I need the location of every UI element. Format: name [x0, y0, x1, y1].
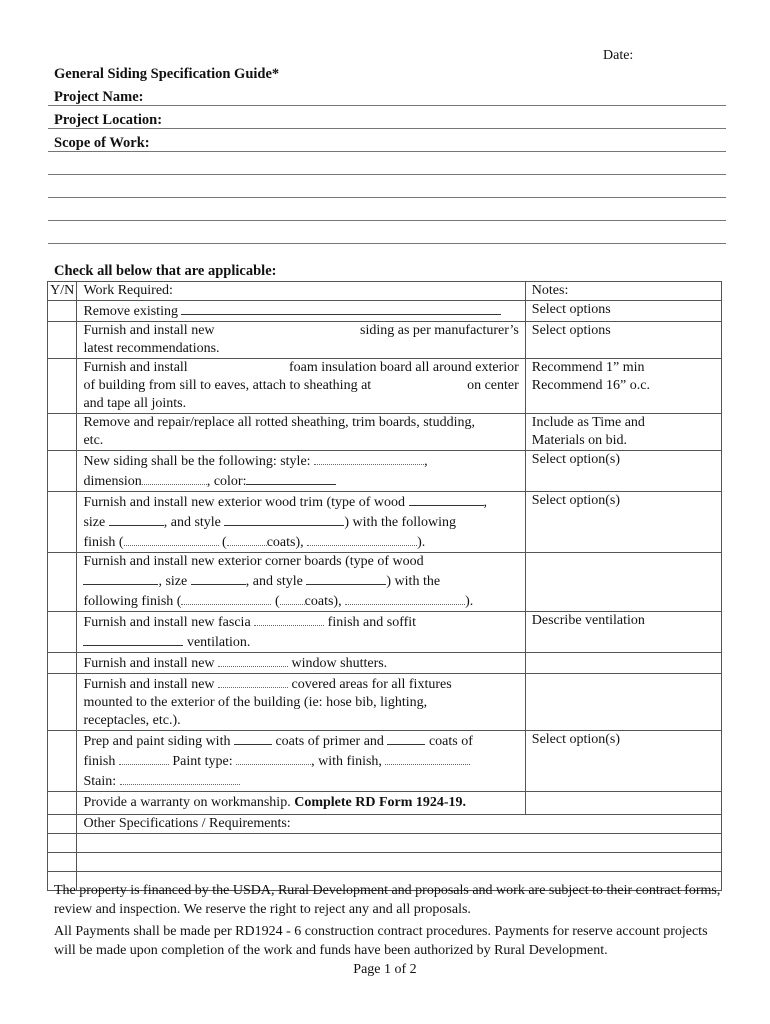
- work-text: Furnish and install new exterior corner boards (type of wood: [83, 554, 424, 569]
- paint-finish-field[interactable]: [385, 751, 470, 765]
- notes-text: Describe ventilation: [531, 613, 645, 628]
- work-text: , size: [158, 574, 188, 589]
- scope-label: Scope of Work:: [54, 135, 150, 151]
- other-line[interactable]: [77, 853, 722, 872]
- work-text: ,: [483, 495, 488, 510]
- table-row: [48, 612, 722, 653]
- work-text: Other Specifications / Requirements:: [83, 816, 291, 831]
- finish-field[interactable]: [124, 532, 219, 546]
- yn-cell[interactable]: [48, 731, 77, 792]
- work-cell: [77, 653, 525, 674]
- stain-field[interactable]: [120, 771, 240, 785]
- work-text: receptacles, etc.).: [83, 713, 181, 728]
- work-cell: [77, 815, 722, 834]
- work-text: (: [274, 594, 280, 609]
- yn-cell[interactable]: [48, 792, 77, 815]
- project-name-label: Project Name:: [54, 89, 144, 105]
- work-text: foam insulation board all around exterior: [289, 360, 519, 375]
- project-name-line[interactable]: [48, 105, 726, 106]
- yn-cell[interactable]: [48, 674, 77, 731]
- work-text: New siding shall be the following: style:: [83, 454, 311, 469]
- notes-text: Include as Time and: [531, 415, 645, 430]
- work-text: ) with the: [386, 574, 441, 589]
- table-row: [48, 301, 722, 322]
- work-text: ).: [465, 594, 474, 609]
- work-text: latest recommendations.: [83, 341, 220, 356]
- covered-area-field[interactable]: [218, 674, 288, 688]
- color-field[interactable]: [246, 471, 336, 485]
- work-cell: [77, 322, 525, 359]
- notes-select[interactable]: Select options: [531, 302, 611, 317]
- notes-header: Notes:: [525, 282, 721, 301]
- scope-line-3[interactable]: [48, 197, 726, 198]
- work-cell: [77, 301, 525, 322]
- project-location-label: Project Location:: [54, 112, 163, 128]
- yn-cell[interactable]: [48, 492, 77, 553]
- work-cell: [77, 792, 525, 815]
- size-field[interactable]: [109, 512, 164, 526]
- work-text: size: [83, 515, 106, 530]
- work-text: finish: [83, 754, 116, 769]
- work-text: ,: [424, 454, 428, 469]
- table-row: [48, 834, 722, 853]
- notes-cell[interactable]: [525, 553, 721, 612]
- work-cell: [77, 451, 525, 492]
- work-text: etc.: [83, 433, 104, 448]
- work-text: siding as per manufacturer’s: [360, 323, 519, 338]
- blank-field[interactable]: [181, 301, 501, 315]
- table-row: [48, 322, 722, 359]
- table-row: [48, 853, 722, 872]
- work-text: coats of: [428, 734, 473, 749]
- work-header: Work Required:: [77, 282, 525, 301]
- footer-paragraph-payments: All Payments shall be made per RD1924 - 6 construction contract procedures. Payments for reserve account projects will be made upon completion of the work and funds have been authorized by Rural Development.: [54, 924, 708, 958]
- yn-cell[interactable]: [48, 853, 77, 872]
- work-text: mounted to the exterior of the building (ie: hose bib, lighting,: [83, 695, 428, 710]
- work-text: ventilation.: [186, 635, 251, 650]
- coats-field[interactable]: [280, 591, 305, 605]
- work-text: ).: [417, 535, 426, 550]
- spec-table: [47, 281, 722, 891]
- table-row: [48, 492, 722, 553]
- size-field[interactable]: [191, 571, 246, 585]
- notes-cell[interactable]: [525, 322, 721, 359]
- work-cell: [77, 414, 525, 451]
- notes-cell[interactable]: [525, 612, 721, 653]
- yn-cell[interactable]: [48, 451, 77, 492]
- table-row: [48, 414, 722, 451]
- notes-cell[interactable]: [525, 301, 721, 322]
- work-text: covered areas for all fixtures: [291, 677, 452, 692]
- scope-line-1[interactable]: [48, 151, 726, 152]
- project-location-line[interactable]: [48, 128, 726, 129]
- work-text: Remove existing: [83, 304, 178, 319]
- form-title: General Siding Specification Guide*: [54, 66, 280, 82]
- yn-cell[interactable]: [48, 322, 77, 359]
- table-row: [48, 359, 722, 414]
- coats-field[interactable]: [227, 532, 267, 546]
- yn-header: Y/N: [48, 282, 77, 301]
- dimension-field[interactable]: [142, 471, 207, 485]
- work-text: Furnish and install new exterior wood trim (type of wood: [83, 495, 406, 510]
- table-row: [48, 553, 722, 612]
- notes-text: Recommend 1” min: [531, 360, 645, 375]
- scope-line-5[interactable]: [48, 243, 726, 244]
- work-text: Furnish and install new: [83, 677, 215, 692]
- wood-type-field[interactable]: [83, 571, 158, 585]
- style-field[interactable]: [224, 512, 344, 526]
- work-text: , color:: [206, 474, 247, 489]
- work-text: finish (: [83, 535, 124, 550]
- work-text: , and style: [245, 574, 303, 589]
- work-text: Paint type:: [172, 754, 233, 769]
- ventilation-field[interactable]: [83, 632, 183, 646]
- work-text: and tape all joints.: [83, 396, 187, 411]
- finish-field[interactable]: [181, 591, 271, 605]
- table-row: [48, 674, 722, 731]
- work-text: dimension: [83, 474, 142, 489]
- work-text: Furnish and install: [83, 360, 188, 375]
- fascia-field[interactable]: [254, 612, 324, 626]
- work-text: of building from sill to eaves, attach to sheathing at: [83, 378, 372, 393]
- work-text: window shutters.: [291, 656, 388, 671]
- work-text-bold: Complete RD Form 1924-19.: [294, 795, 467, 810]
- work-text: Stain:: [83, 774, 117, 789]
- notes-select[interactable]: Select option(s): [531, 732, 621, 747]
- shutter-field[interactable]: [218, 653, 288, 667]
- work-cell: [77, 731, 525, 792]
- check-heading: Check all below that are applicable:: [54, 263, 277, 279]
- scope-line-2[interactable]: [48, 174, 726, 175]
- work-cell: [77, 359, 525, 414]
- date-label: Date:: [603, 48, 634, 63]
- style-field[interactable]: [306, 571, 386, 585]
- work-text: Furnish and install new: [83, 323, 215, 338]
- work-text: (: [222, 535, 227, 550]
- notes-cell[interactable]: [525, 492, 721, 553]
- notes-text: Recommend 16” o.c.: [531, 378, 650, 393]
- work-text: on center: [467, 378, 519, 393]
- work-text: , and style: [163, 515, 221, 530]
- scope-line-4[interactable]: [48, 220, 726, 221]
- yn-cell[interactable]: [48, 653, 77, 674]
- yn-cell[interactable]: [48, 612, 77, 653]
- yn-cell[interactable]: [48, 359, 77, 414]
- notes-cell[interactable]: [525, 731, 721, 792]
- work-text: Remove and repair/replace all rotted sheathing, trim boards, studding,: [83, 415, 475, 430]
- work-cell: [77, 492, 525, 553]
- finish-extra-field[interactable]: [345, 591, 465, 605]
- work-cell: [77, 612, 525, 653]
- finish-extra-field[interactable]: [307, 532, 417, 546]
- yn-cell[interactable]: [48, 414, 77, 451]
- notes-select[interactable]: Select option(s): [531, 452, 621, 467]
- footer-paragraph-financing: The property is financed by the USDA, Rural Development and proposals and work are subject to their contract forms, review and inspection. We reserve the right to reject any and all proposals.: [54, 883, 721, 917]
- work-cell: [77, 674, 525, 731]
- work-text: , with finish,: [311, 754, 382, 769]
- notes-cell[interactable]: [525, 792, 721, 815]
- work-text: following finish (: [83, 594, 182, 609]
- work-text: Furnish and install new: [83, 656, 215, 671]
- yn-cell[interactable]: [48, 834, 77, 853]
- notes-cell[interactable]: [525, 359, 721, 414]
- yn-cell[interactable]: [48, 815, 77, 834]
- style-field[interactable]: [314, 451, 424, 465]
- table-row: [48, 731, 722, 792]
- work-text: coats of primer and: [275, 734, 384, 749]
- notes-cell[interactable]: [525, 653, 721, 674]
- page-number: Page 1 of 2: [353, 962, 417, 977]
- table-header-row: [48, 282, 722, 301]
- work-text: ) with the following: [344, 515, 456, 530]
- table-row: [48, 451, 722, 492]
- notes-select[interactable]: Select options: [531, 323, 611, 338]
- work-text: Furnish and install new fascia: [83, 615, 251, 630]
- finish-coats-field[interactable]: [387, 731, 425, 745]
- notes-cell: [525, 414, 721, 451]
- primer-coats-field[interactable]: [234, 731, 272, 745]
- work-text: coats),: [266, 535, 304, 550]
- table-row: [48, 815, 722, 834]
- yn-cell[interactable]: [48, 301, 77, 322]
- work-text: Provide a warranty on workmanship.: [83, 795, 291, 810]
- finish-field[interactable]: [119, 751, 169, 765]
- paint-type-field[interactable]: [236, 751, 311, 765]
- notes-cell[interactable]: [525, 674, 721, 731]
- work-text: finish and soffit: [327, 615, 417, 630]
- work-cell: [77, 553, 525, 612]
- work-text: coats),: [304, 594, 342, 609]
- table-row: [48, 653, 722, 674]
- yn-cell[interactable]: [48, 553, 77, 612]
- notes-cell[interactable]: [525, 451, 721, 492]
- notes-select[interactable]: Select option(s): [531, 493, 621, 508]
- other-line[interactable]: [77, 834, 722, 853]
- notes-text: Materials on bid.: [531, 433, 628, 448]
- work-text: Prep and paint siding with: [83, 734, 231, 749]
- wood-type-field[interactable]: [409, 492, 484, 506]
- table-row: [48, 792, 722, 815]
